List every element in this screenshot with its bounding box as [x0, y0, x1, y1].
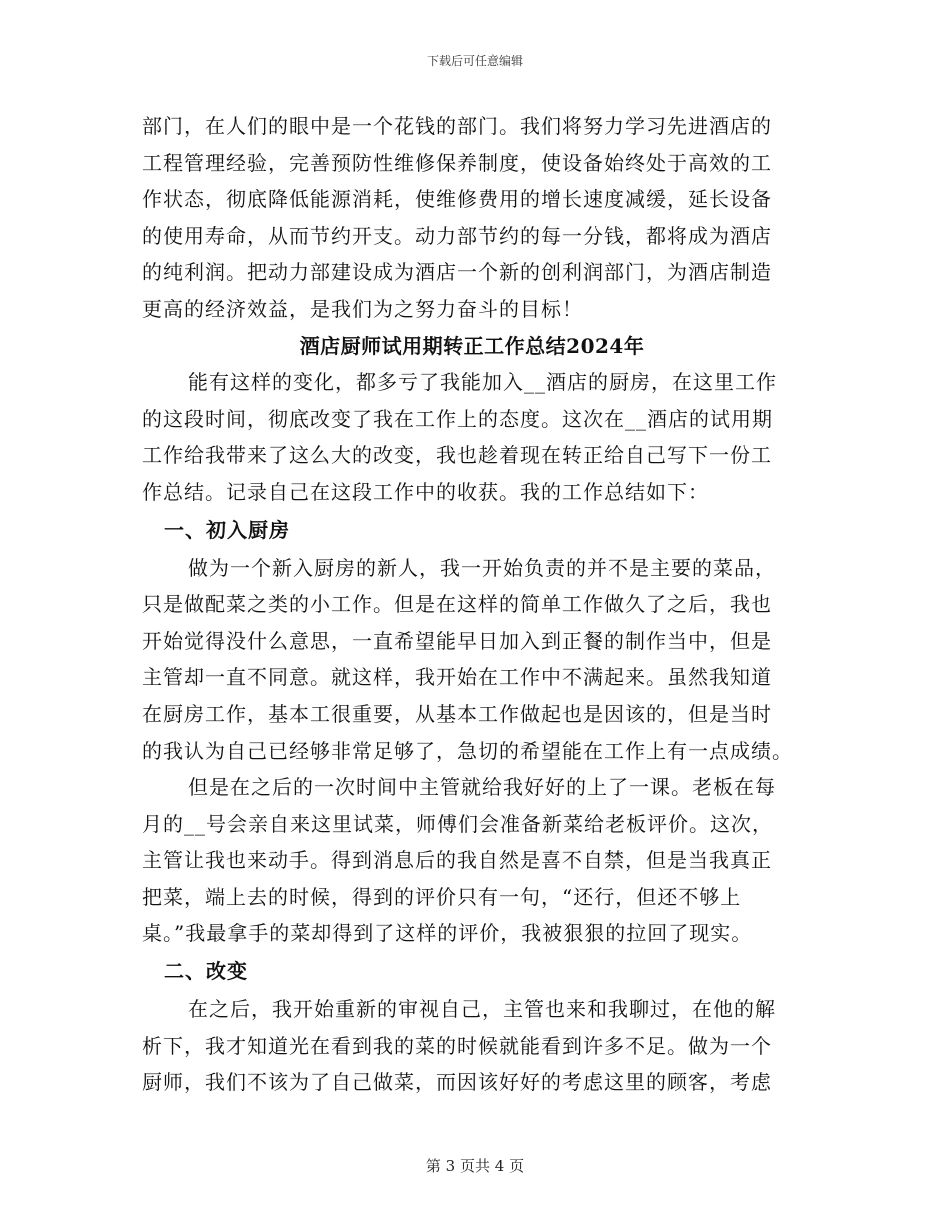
paragraph-line: 但是在之后的一次时间中主管就给我好好的上了一课。老板在每: [188, 775, 776, 800]
paragraph-line: 开始觉得没什么意思，一直希望能早日加入到正餐的制作当中，但是: [142, 628, 772, 653]
paragraph-line: 作状态，彻底降低能源消耗，使维修费用的增长速度减缓，延长设备: [142, 187, 772, 212]
paragraph-line: 桌。”我最拿手的菜却得到了这样的评价，我被狠狠的拉回了现实。: [142, 921, 753, 946]
paragraph-line: 析下，我才知道光在看到我的菜的时候就能看到许多不足。做为一个: [142, 1033, 772, 1058]
paragraph-line: 作总结。记录自己在这段工作中的收获。我的工作总结如下：: [142, 479, 709, 504]
paragraph-line: 工作给我带来了这么大的改变，我也趁着现在转正给自己写下一份工: [142, 443, 772, 468]
paragraph-line: 的我认为自己已经够非常足够了，急切的希望能在工作上有一点成绩。: [142, 738, 793, 763]
paragraph-line: 部门，在人们的眼中是一个花钱的部门。我们将努力学习先进酒店的: [142, 114, 772, 138]
paragraph-line: 的使用寿命，从而节约开支。动力部节约的每一分钱，都将成为酒店: [142, 223, 772, 248]
paragraph-line: 工程管理经验，完善预防性维修保养制度，使设备始终处于高效的工: [142, 150, 772, 175]
paragraph-line: 的这段时间，彻底改变了我在工作上的态度。这次在__酒店的试用期: [142, 406, 773, 431]
subheading-2: 二、改变: [164, 959, 248, 984]
paragraph-line: 在之后，我开始重新的审视自己，主管也来和我聊过，在他的解: [188, 997, 776, 1022]
paragraph-line: 在厨房工作，基本工很重要，从基本工作做起也是因该的，但是当时: [142, 701, 772, 726]
paragraph-line: 主管却一直不同意。就这样，我开始在工作中不满起来。虽然我知道: [142, 665, 772, 690]
document-body: [142, 108, 802, 1101]
paragraph-line: 做为一个新入厨房的新人，我一开始负责的并不是主要的菜品，: [188, 555, 776, 580]
paragraph-line: 把菜，端上去的时候，得到的评价只有一句，“还行，但还不够上: [142, 884, 742, 909]
page-header: 下载后可任意编辑: [426, 54, 523, 68]
subheading-1: 一、初入厨房: [164, 517, 290, 542]
paragraph-line: 主管让我也来动手。得到消息后的我自然是喜不自禁，但是当我真正: [142, 848, 772, 873]
paragraph-line: 月的__号会亲自来这里试菜，师傅们会准备新菜给老板评价。这次，: [142, 811, 773, 836]
paragraph-line: 只是做配菜之类的小工作。但是在这样的简单工作做久了之后，我也: [142, 592, 772, 617]
paragraph-line: 能有这样的变化，都多亏了我能加入__酒店的厨房，在这里工作: [188, 370, 777, 395]
page-footer: 第 3 页共 4 页: [425, 1157, 525, 1175]
section-title: 酒店厨师试用期转正工作总结2024年: [299, 333, 645, 358]
paragraph-line: 厨师，我们不该为了自己做菜，而因该好好的考虑这里的顾客，考虑: [142, 1070, 772, 1095]
paragraph-line: 的纯利润。把动力部建设成为酒店一个新的创利润部门，为酒店制造: [142, 260, 772, 285]
paragraph-line: 更高的经济效益，是我们为之努力奋斗的目标！: [142, 296, 583, 321]
